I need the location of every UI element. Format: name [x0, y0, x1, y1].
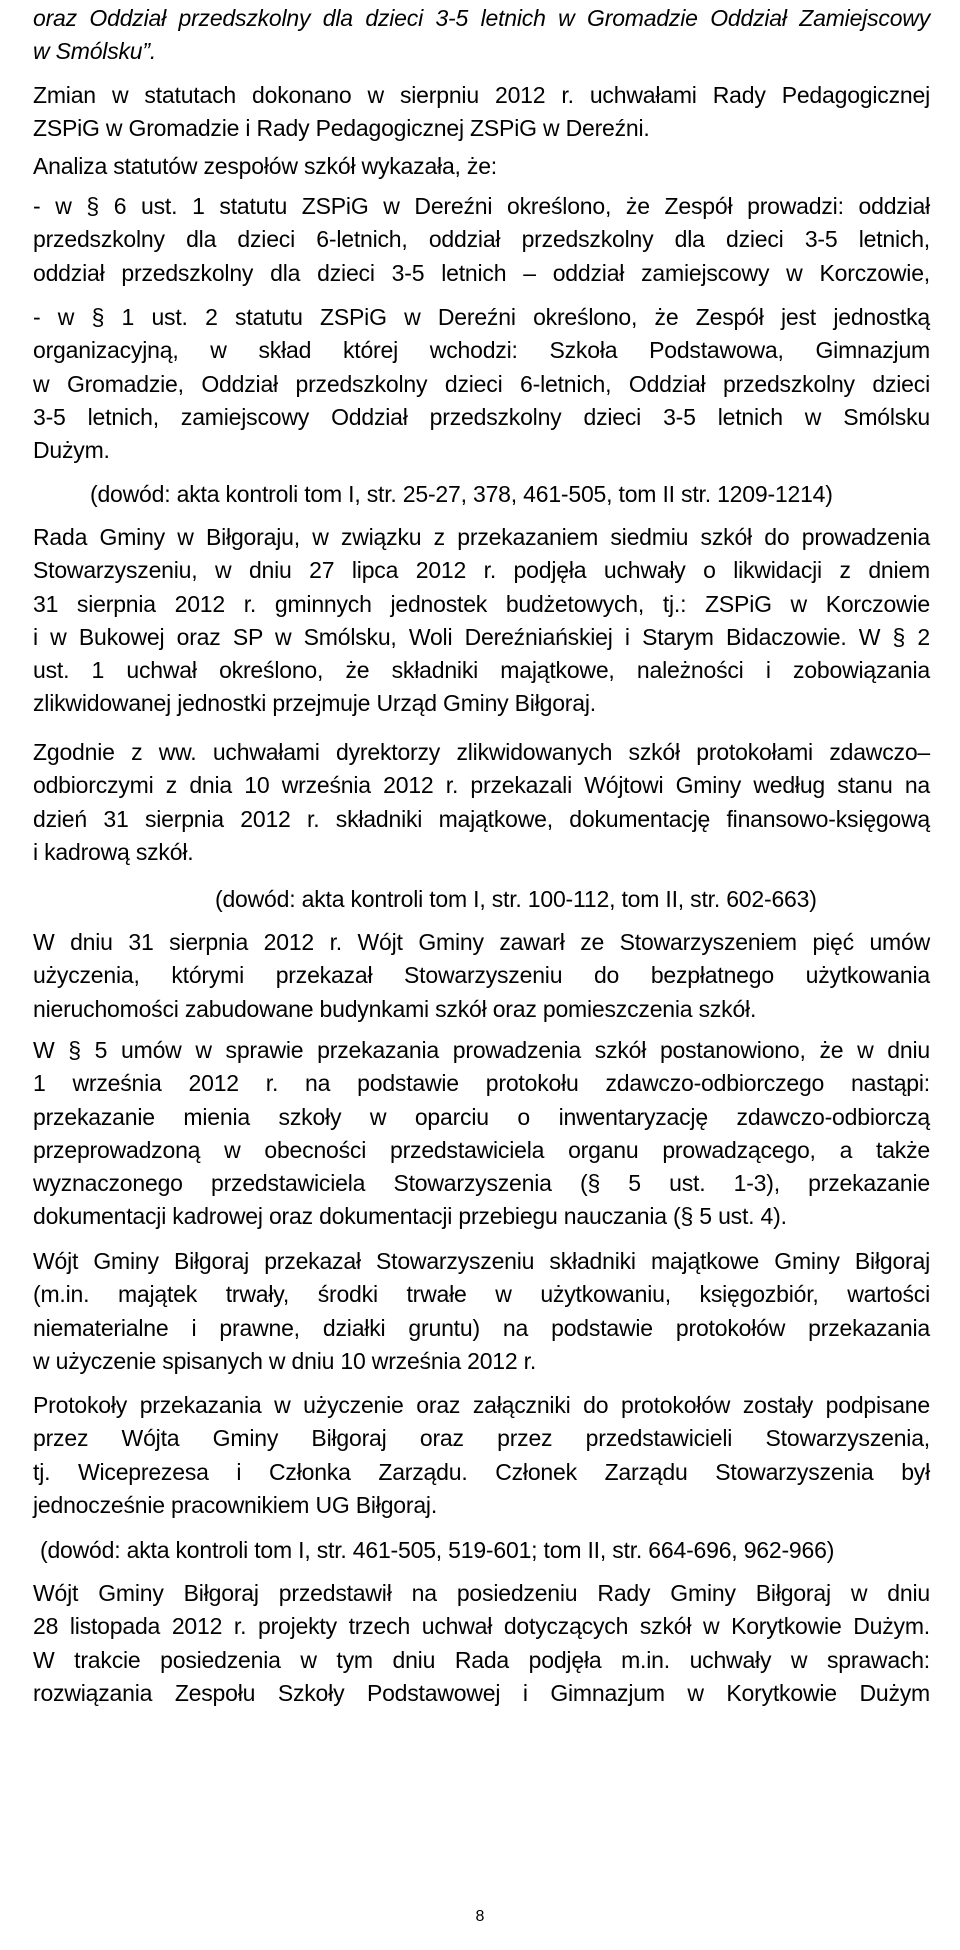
text-line: Rada Gminy w Biłgoraju, w związku z przekazaniem siedmiu szkół do prowadzenia [33, 524, 930, 550]
text-line: 1 września 2012 r. na podstawie protokołu zdawczo-odbiorczego nastąpi: [33, 1070, 930, 1097]
text-line: oddział przedszkolny dla dzieci 3-5 letnich – oddział zamiejscowy w Korczowie, [33, 259, 930, 286]
paragraph-statute-changes [33, 79, 930, 146]
paragraph-council-session [33, 1577, 930, 1710]
text-line: oraz Oddział przedszkolny dla dzieci 3-5 letnich w Gromadzie Oddział Zamiejscowy [33, 5, 930, 31]
paragraph-lending-agreements [33, 926, 930, 1026]
paragraph-analysis-intro [33, 150, 930, 183]
paragraph-council-resolution [33, 521, 930, 721]
text-line: - w § 1 ust. 2 statutu ZSPiG w Dereźni określono, że Zespół jest jednostką [33, 304, 930, 330]
paragraph-handover-protocols [33, 736, 930, 869]
evidence-reference: (dowód: akta kontroli tom I, str. 461-505, 519-601; tom II, str. 664-696, 962-966) [40, 1537, 835, 1563]
text-line: zlikwidowanej jednostki przejmuje Urząd Gminy Biłgoraj. [33, 690, 596, 717]
text-line: tj. Wiceprezesa i Członka Zarządu. Członek Zarządu Stowarzyszenia był [33, 1458, 930, 1485]
text-line: przekazanie mienia szkoły w oparciu o inwentaryzację zdawczo-odbiorczą [33, 1103, 930, 1130]
text-line: 28 listopada 2012 r. projekty trzech uchwał dotyczących szkół w Korytkowie Dużym. [33, 1613, 930, 1640]
text-line: odbiorczymi z dnia 10 września 2012 r. przekazali Wójtowi Gminy według stanu na [33, 772, 930, 799]
text-line: dokumentacji kadrowej oraz dokumentacji przebiegu nauczania (§ 5 ust. 4). [33, 1203, 787, 1230]
text-line: W dniu 31 sierpnia 2012 r. Wójt Gminy zawarł ze Stowarzyszeniem pięć umów [33, 929, 930, 955]
text-line: 31 sierpnia 2012 r. gminnych jednostek budżetowych, tj.: ZSPiG w Korczowie [33, 590, 930, 617]
text-line: przeprowadzoną w obecności przedstawiciela organu prowadzącego, a także [33, 1136, 930, 1163]
bullet-statute-dereznia-par6 [33, 190, 930, 290]
paragraph-asset-transfer [33, 1245, 930, 1378]
evidence-reference: (dowód: akta kontroli tom I, str. 25-27, 378, 461-505, tom II str. 1209-1214) [90, 481, 833, 507]
text-line: Analiza statutów zespołów szkół wykazała, że: [33, 153, 497, 179]
text-line: w Smólsku”. [33, 38, 157, 65]
paragraph-intro-continuation [33, 2, 930, 69]
text-line: Wójt Gminy Biłgoraj przekazał Stowarzyszeniu składniki majątkowe Gminy Biłgoraj [33, 1248, 930, 1274]
text-line: Zgodnie z ww. uchwałami dyrektorzy zlikwidowanych szkół protokołami zdawczo– [33, 739, 930, 765]
text-line: niematerialne i prawne, działki gruntu) na podstawie protokołów przekazania [33, 1314, 930, 1341]
bullet-statute-dereznia-par1 [33, 301, 930, 467]
text-line: nieruchomości zabudowane budynkami szkół oraz pomieszczenia szkół. [33, 995, 757, 1022]
text-line: przedszkolny dla dzieci 6-letnich, oddział przedszkolny dla dzieci 3-5 letnich, [33, 226, 930, 253]
text-line: - w § 6 ust. 1 statutu ZSPiG w Dereźni określono, że Zespół prowadzi: oddział [33, 193, 930, 219]
text-line: rozwiązania Zespołu Szkoły Podstawowej i Gimnazjum w Korytkowie Dużym [33, 1679, 930, 1706]
text-line: i kadrową szkół. [33, 838, 194, 865]
text-line: i w Bukowej oraz SP w Smólsku, Woli Dereźniańskiej i Starym Bidaczowie. W § 2 [33, 623, 930, 650]
text-line: Wójt Gminy Biłgoraj przedstawił na posiedzeniu Rady Gminy Biłgoraj w dniu [33, 1580, 930, 1606]
text-line: dzień 31 sierpnia 2012 r. składniki majątkowe, dokumentację finansowo-księgową [33, 805, 930, 832]
evidence-reference: (dowód: akta kontroli tom I, str. 100-112, tom II, str. 602-663) [215, 886, 817, 912]
text-line: przez Wójta Gminy Biłgoraj oraz przez przedstawicieli Stowarzyszenia, [33, 1425, 930, 1452]
text-line: w Gromadzie, Oddział przedszkolny dzieci 6-letnich, Oddział przedszkolny dzieci [33, 370, 930, 397]
text-line: (m.in. majątek trwały, środki trwałe w użytkowaniu, księgozbiór, wartości [33, 1281, 930, 1308]
text-line: W trakcie posiedzenia w tym dniu Rada podjęła m.in. uchwały w sprawach: [33, 1646, 930, 1673]
text-line: jednocześnie pracownikiem UG Biłgoraj. [33, 1491, 438, 1518]
text-line: Dużym. [33, 437, 110, 464]
text-line: ZSPiG w Gromadzie i Rady Pedagogicznej ZSPiG w Dereźni. [33, 115, 650, 142]
paragraph-agreement-par5 [33, 1034, 930, 1234]
text-line: Stowarzyszeniu, w dniu 27 lipca 2012 r. podjęła uchwały o likwidacji z dniem [33, 557, 930, 584]
text-line: organizacyjną, w skład której wchodzi: Szkoła Podstawowa, Gimnazjum [33, 337, 930, 364]
page-number: 8 [475, 1908, 485, 1925]
text-line: w użyczenie spisanych w dniu 10 września 2012 r. [33, 1347, 537, 1374]
text-line: Protokoły przekazania w użyczenie oraz załączniki do protokołów zostały podpisane [33, 1392, 930, 1418]
text-line: Zmian w statutach dokonano w sierpniu 2012 r. uchwałami Rady Pedagogicznej [33, 82, 930, 108]
text-line: ust. 1 uchwał określono, że składniki majątkowe, należności i zobowiązania [33, 657, 930, 684]
text-line: wyznaczonego przedstawiciela Stowarzyszenia (§ 5 ust. 1-3), przekazanie [33, 1170, 930, 1197]
text-line: W § 5 umów w sprawie przekazania prowadzenia szkół postanowiono, że w dniu [33, 1037, 930, 1063]
text-line: 3-5 letnich, zamiejscowy Oddział przedszkolny dzieci 3-5 letnich w Smólsku [33, 403, 930, 430]
text-line: użyczenia, którymi przekazał Stowarzyszeniu do bezpłatnego użytkowania [33, 962, 930, 989]
paragraph-protocol-signatures [33, 1389, 930, 1522]
